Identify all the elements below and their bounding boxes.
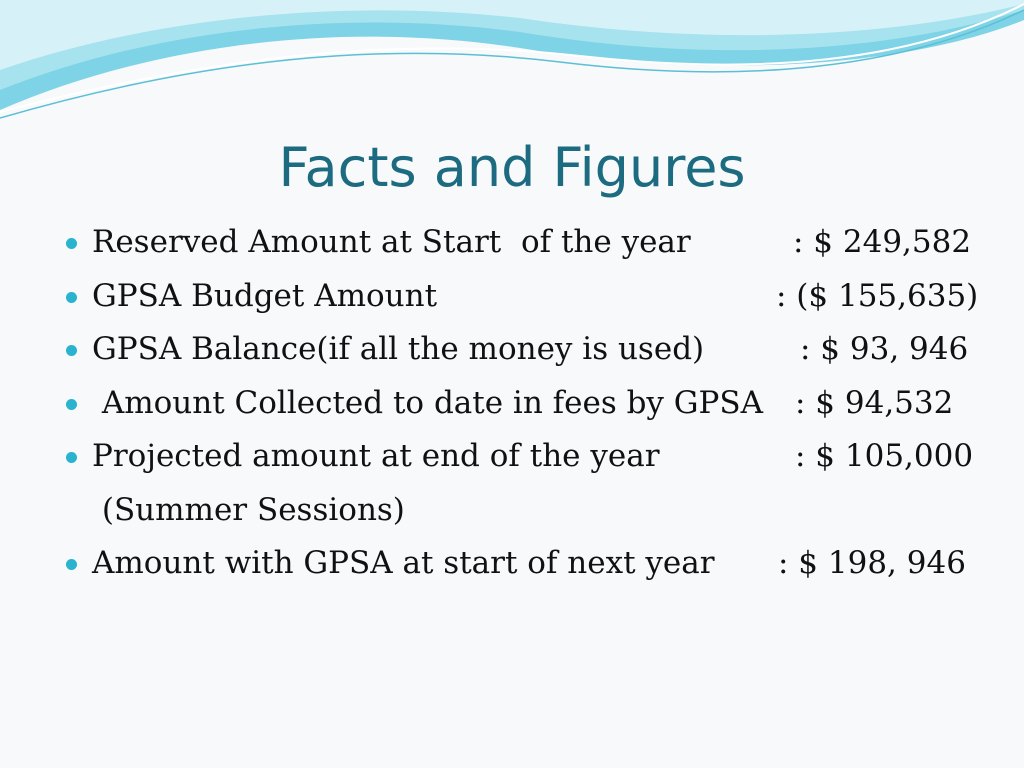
bullet-dot [66,559,77,570]
list-item [60,218,980,272]
facts-list [60,218,980,593]
bullet-dot [66,345,77,356]
item-value: : $ 93, 946 [800,331,969,367]
item-value: : ($ 155,635) [776,277,979,314]
bullet-dot [66,452,77,463]
list-item [60,379,980,433]
item-label: (Summer Sessions) [92,491,405,528]
list-item [60,432,980,486]
list-item [60,272,980,326]
item-value: : $ 105,000 [795,438,974,474]
item-value: : $ 94,532 [795,384,954,421]
bullet-dot [66,399,77,410]
item-label: Reserved Amount at Start of the year [92,224,691,260]
item-label: Amount Collected to date in fees by GPSA [92,384,764,421]
slide-title: Facts and Figures [278,136,746,199]
item-label: Amount with GPSA at start of next year [92,545,715,581]
list-item [60,539,980,593]
item-label: GPSA Budget Amount [92,277,438,314]
list-item-continuation [60,486,980,540]
item-value: : $ 249,582 [793,224,972,260]
bullet-dot [66,292,77,303]
header-wave-decoration [0,0,1024,130]
list-item [60,325,980,379]
item-value: : $ 198, 946 [778,545,966,581]
item-label: Projected amount at end of the year [92,438,660,474]
bullet-dot [66,238,77,249]
item-label: GPSA Balance(if all the money is used) [92,331,705,367]
